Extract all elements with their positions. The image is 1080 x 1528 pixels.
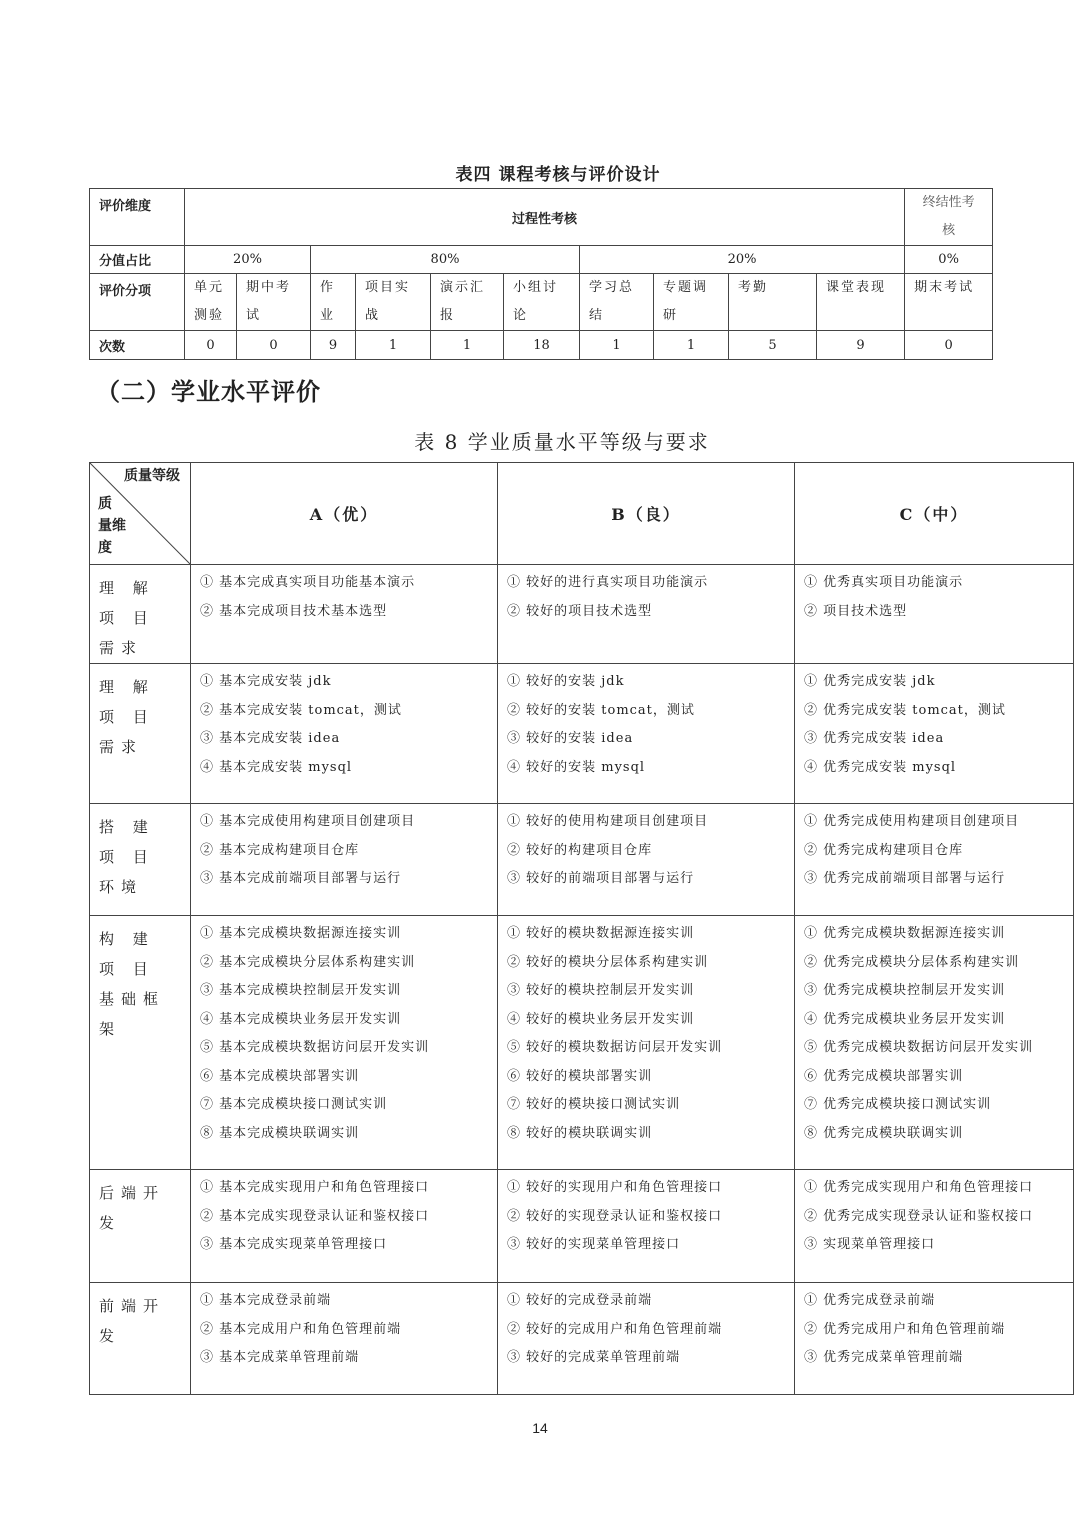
grade-header-c: C（中） — [795, 463, 1074, 565]
requirement-item: ① 较好的完成登录前端 — [507, 1293, 653, 1308]
requirement-item: ③ 较好的完成菜单管理前端 — [507, 1350, 681, 1365]
requirement-item: ① 优秀完成模块数据源连接实训 — [804, 926, 1006, 941]
item-cell: 项目实 战 — [356, 274, 431, 331]
count-cell: 0 — [185, 331, 237, 360]
requirement-cell-b — [498, 565, 795, 664]
quality-row — [90, 804, 1074, 916]
process-assessment-header: 过程性考核 — [185, 189, 905, 246]
grade-header-a: A（优） — [191, 463, 498, 565]
requirement-item: ② 项目技术选型 — [804, 603, 908, 619]
requirement-item: ② 较好的完成用户和角色管理前端 — [507, 1321, 723, 1337]
requirement-item: ③ 较好的实现菜单管理接口 — [507, 1237, 681, 1252]
row-label-weight: 分值占比 — [90, 246, 185, 274]
weight-cell: 20% — [580, 246, 905, 274]
requirement-cell-a — [191, 804, 498, 916]
requirement-item: ① 优秀完成登录前端 — [804, 1293, 936, 1308]
requirement-item: ① 基本完成使用构建项目创建项目 — [200, 814, 416, 829]
grade-header-b: B（良） — [498, 463, 795, 565]
requirement-item: ② 基本完成安装 tomcat，测试 — [200, 702, 402, 718]
requirement-item: ④ 较好的模块业务层开发实训 — [507, 1011, 695, 1027]
requirement-item: ⑤ 较好的模块数据访问层开发实训 — [507, 1040, 723, 1055]
requirement-item: ④ 较好的安装 mysql — [507, 759, 646, 775]
requirement-item: ③ 较好的安装 idea — [507, 731, 634, 746]
requirement-cell-b — [498, 664, 795, 804]
quality-level-table — [89, 462, 1074, 1395]
item-cell: 学习总 结 — [580, 274, 654, 331]
quality-dimension: 构 建 项 目 基础框架 — [90, 916, 191, 1170]
requirement-item: ② 优秀完成实现登录认证和鉴权接口 — [804, 1208, 1034, 1224]
requirement-cell-a — [191, 565, 498, 664]
corner-header — [90, 463, 191, 565]
quality-dimension: 搭 建 项 目 环境 — [90, 804, 191, 916]
requirement-cell-b — [498, 804, 795, 916]
requirement-item: ② 基本完成模块分层体系构建实训 — [200, 954, 416, 970]
requirement-item: ⑥ 优秀完成模块部署实训 — [804, 1068, 964, 1084]
quality-row — [90, 1283, 1074, 1395]
requirement-item: ⑦ 基本完成模块接口测试实训 — [200, 1097, 388, 1112]
quality-row — [90, 664, 1074, 804]
requirement-item: ② 较好的模块分层体系构建实训 — [507, 954, 709, 970]
requirement-cell-b — [498, 1283, 795, 1395]
requirement-item: ③ 较好的前端项目部署与运行 — [507, 871, 695, 886]
requirement-item: ① 较好的实现用户和角色管理接口 — [507, 1180, 723, 1195]
requirement-cell-a — [191, 1170, 498, 1283]
requirement-item: ② 优秀完成用户和角色管理前端 — [804, 1321, 1006, 1337]
corner-dimension-label: 质 量维 度 — [98, 496, 126, 556]
requirement-item: ① 较好的进行真实项目功能演示 — [507, 575, 709, 590]
requirement-item: ⑧ 基本完成模块联调实训 — [200, 1125, 360, 1141]
requirement-item: ⑥ 较好的模块部署实训 — [507, 1068, 653, 1084]
item-cell: 考勤 — [729, 274, 817, 331]
section-title: （二）学业水平评价 — [96, 378, 321, 406]
requirement-cell-c — [795, 664, 1074, 804]
requirement-item: ① 基本完成模块数据源连接实训 — [200, 926, 402, 941]
item-cell: 期中考 试 — [237, 274, 311, 331]
requirement-cell-c — [795, 1170, 1074, 1283]
requirement-cell-a — [191, 1283, 498, 1395]
requirement-cell-c — [795, 565, 1074, 664]
requirement-item: ② 优秀完成安装 tomcat，测试 — [804, 702, 1006, 718]
requirement-item: ① 较好的模块数据源连接实训 — [507, 926, 695, 941]
requirement-cell-c — [795, 1283, 1074, 1395]
requirement-item: ② 基本完成用户和角色管理前端 — [200, 1321, 402, 1337]
requirement-item: ① 基本完成实现用户和角色管理接口 — [200, 1180, 430, 1195]
requirement-item: ③ 优秀完成菜单管理前端 — [804, 1350, 964, 1365]
requirement-item: ⑦ 优秀完成模块接口测试实训 — [804, 1097, 992, 1112]
requirement-item: ⑧ 优秀完成模块联调实训 — [804, 1125, 964, 1141]
quality-dimension: 理 解 项 目 需求 — [90, 565, 191, 664]
requirement-item: ③ 基本完成模块控制层开发实训 — [200, 983, 402, 998]
quality-dimension: 后端开发 — [90, 1170, 191, 1283]
requirement-item: ② 基本完成项目技术基本选型 — [200, 603, 388, 619]
requirement-item: ③ 优秀完成安装 idea — [804, 731, 945, 746]
requirement-item: ⑤ 基本完成模块数据访问层开发实训 — [200, 1040, 430, 1055]
weight-cell: 80% — [311, 246, 580, 274]
quality-row — [90, 916, 1074, 1170]
item-cell: 课堂表现 — [817, 274, 905, 331]
requirement-item: ③ 优秀完成模块控制层开发实训 — [804, 983, 1006, 998]
item-cell: 专题调 研 — [654, 274, 729, 331]
count-cell: 1 — [431, 331, 504, 360]
table4-title: 表四 课程考核与评价设计 — [455, 165, 661, 185]
item-cell: 单元 测验 — [185, 274, 237, 331]
quality-dimension: 理 解 项 目 需求 — [90, 664, 191, 804]
requirement-item: ① 较好的使用构建项目创建项目 — [507, 814, 709, 829]
final-assessment-header: 终结性考 核 — [905, 189, 993, 246]
requirement-item: ① 较好的安装 jdk — [507, 674, 625, 689]
quality-row — [90, 1170, 1074, 1283]
requirement-item: ③ 基本完成实现菜单管理接口 — [200, 1237, 388, 1252]
requirement-item: ④ 优秀完成安装 mysql — [804, 759, 957, 775]
requirement-item: ④ 基本完成安装 mysql — [200, 759, 353, 775]
row-label-items: 评价分项 — [90, 274, 185, 331]
requirement-item: ② 较好的项目技术选型 — [507, 603, 653, 619]
row-label-dimension: 评价维度 — [90, 189, 185, 246]
weight-cell: 20% — [185, 246, 311, 274]
item-cell: 演示汇 报 — [431, 274, 504, 331]
requirement-item: ① 基本完成真实项目功能基本演示 — [200, 575, 416, 590]
requirement-item: ② 优秀完成模块分层体系构建实训 — [804, 954, 1020, 970]
requirement-item: ② 基本完成构建项目仓库 — [200, 842, 360, 858]
item-cell: 作 业 — [311, 274, 356, 331]
item-cell: 小组讨 论 — [504, 274, 580, 331]
requirement-item: ② 优秀完成构建项目仓库 — [804, 842, 964, 858]
count-cell: 18 — [504, 331, 580, 360]
count-cell: 0 — [905, 331, 993, 360]
assessment-design-table — [89, 188, 993, 360]
requirement-cell-a — [191, 664, 498, 804]
weight-cell: 0% — [905, 246, 993, 274]
requirement-cell-c — [795, 804, 1074, 916]
requirement-item: ① 基本完成登录前端 — [200, 1293, 332, 1308]
requirement-cell-b — [498, 916, 795, 1170]
requirement-item: ④ 优秀完成模块业务层开发实训 — [804, 1011, 1006, 1027]
requirement-item: ① 基本完成安装 jdk — [200, 674, 332, 689]
requirement-item: ① 优秀完成安装 jdk — [804, 674, 936, 689]
count-cell: 1 — [580, 331, 654, 360]
requirement-item: ③ 实现菜单管理接口 — [804, 1237, 936, 1252]
requirement-item: ③ 较好的模块控制层开发实训 — [507, 983, 695, 998]
requirement-item: ⑥ 基本完成模块部署实训 — [200, 1068, 360, 1084]
requirement-item: ① 优秀完成实现用户和角色管理接口 — [804, 1180, 1034, 1195]
requirement-cell-a — [191, 916, 498, 1170]
corner-grade-label: 质量等级 — [124, 468, 180, 484]
requirement-cell-b — [498, 1170, 795, 1283]
count-cell: 0 — [237, 331, 311, 360]
requirement-item: ④ 基本完成模块业务层开发实训 — [200, 1011, 402, 1027]
page-number: 14 — [532, 1420, 548, 1436]
quality-dimension: 前端开发 — [90, 1283, 191, 1395]
requirement-item: ② 基本完成实现登录认证和鉴权接口 — [200, 1208, 430, 1224]
requirement-item: ② 较好的实现登录认证和鉴权接口 — [507, 1208, 723, 1224]
requirement-cell-c — [795, 916, 1074, 1170]
table8-title: 表 8 学业质量水平等级与要求 — [414, 430, 710, 454]
requirement-item: ③ 优秀完成前端项目部署与运行 — [804, 871, 1006, 886]
requirement-item: ② 较好的安装 tomcat，测试 — [507, 702, 695, 718]
requirement-item: ⑦ 较好的模块接口测试实训 — [507, 1097, 681, 1112]
requirement-item: ① 优秀真实项目功能演示 — [804, 575, 964, 590]
item-cell: 期末考试 — [905, 274, 993, 331]
requirement-item: ⑧ 较好的模块联调实训 — [507, 1125, 653, 1141]
requirement-item: ③ 基本完成菜单管理前端 — [200, 1350, 360, 1365]
requirement-item: ⑤ 优秀完成模块数据访问层开发实训 — [804, 1040, 1034, 1055]
count-cell: 9 — [311, 331, 356, 360]
count-cell: 9 — [817, 331, 905, 360]
count-cell: 1 — [654, 331, 729, 360]
quality-row — [90, 565, 1074, 664]
requirement-item: ① 优秀完成使用构建项目创建项目 — [804, 814, 1020, 829]
count-cell: 5 — [729, 331, 817, 360]
requirement-item: ③ 基本完成前端项目部署与运行 — [200, 871, 402, 886]
requirement-item: ③ 基本完成安装 idea — [200, 731, 341, 746]
count-cell: 1 — [356, 331, 431, 360]
row-label-counts: 次数 — [90, 331, 185, 360]
requirement-item: ② 较好的构建项目仓库 — [507, 842, 653, 858]
